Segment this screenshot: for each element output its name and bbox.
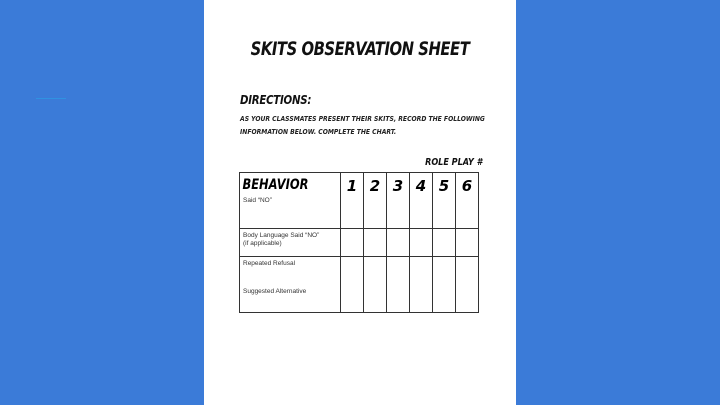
column-number: 5	[438, 177, 450, 195]
table-cell[interactable]	[433, 257, 456, 313]
behavior-table	[239, 172, 479, 313]
behavior-header: BEHAVIOR	[242, 177, 309, 193]
table-cell[interactable]	[456, 229, 479, 257]
directions-text: AS YOUR CLASSMATES PRESENT THEIR SKITS, RECORD THE FOLLOWING INFORMATION BELOW. COMPLETE THE CHART.	[240, 114, 485, 136]
row-label-suggested-alternative: Suggested Alternative	[243, 288, 307, 295]
table-row	[240, 229, 479, 257]
table-row	[240, 173, 479, 229]
column-header-3	[387, 173, 410, 229]
table-cell[interactable]	[410, 257, 433, 313]
directions-heading: DIRECTIONS:	[240, 93, 312, 107]
table-cell[interactable]	[456, 257, 479, 313]
column-header-4	[410, 173, 433, 229]
column-number: 4	[415, 177, 427, 195]
column-number: 2	[369, 177, 381, 195]
column-number: 1	[346, 177, 358, 195]
row-label-cell	[240, 229, 341, 257]
row-label-repeated-refusal: Repeated Refusal	[243, 260, 296, 267]
behavior-header-cell	[240, 173, 341, 229]
column-header-5	[433, 173, 456, 229]
row-label-if-applicable: (if applicable)	[243, 240, 282, 247]
side-link[interactable]: ——————	[36, 96, 66, 102]
observation-sheet	[204, 0, 516, 405]
row-label-cell	[240, 257, 341, 313]
table-row	[240, 257, 479, 313]
table-cell[interactable]	[364, 257, 387, 313]
row-label-body-language: Body Language Said “NO”	[243, 232, 320, 239]
table-cell[interactable]	[410, 229, 433, 257]
role-play-label: ROLE PLAY #	[424, 157, 482, 168]
column-number: 3	[392, 177, 404, 195]
table-cell[interactable]	[364, 229, 387, 257]
column-header-1	[341, 173, 364, 229]
sheet-title: SKITS OBSERVATION SHEET	[250, 38, 470, 60]
table-cell[interactable]	[433, 229, 456, 257]
table-cell[interactable]	[341, 229, 364, 257]
column-number: 6	[461, 177, 473, 195]
column-header-2	[364, 173, 387, 229]
table-cell[interactable]	[387, 229, 410, 257]
column-header-6	[456, 173, 479, 229]
row-label-said-no: Said “NO”	[243, 197, 272, 204]
table-cell[interactable]	[387, 257, 410, 313]
table-cell[interactable]	[341, 257, 364, 313]
